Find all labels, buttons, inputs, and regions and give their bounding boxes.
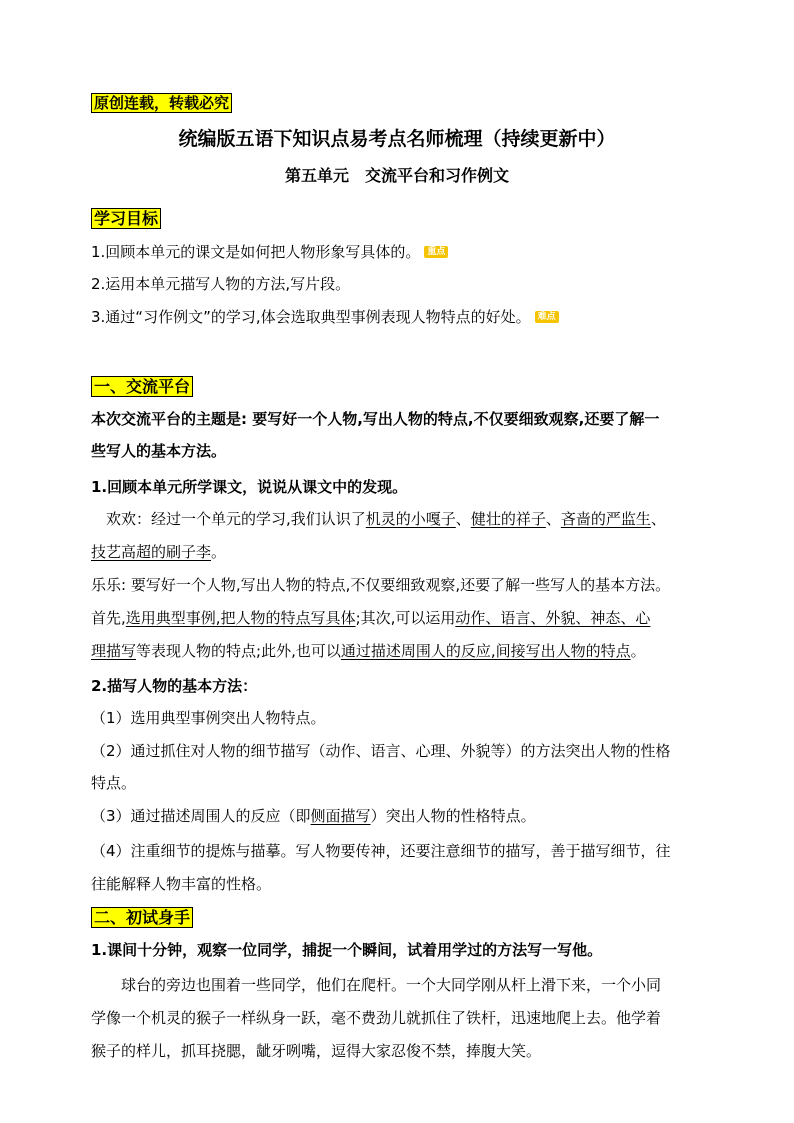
section2-heading: 二、初试身手	[91, 907, 193, 928]
page-title: 统编版五语下知识点易考点名师梳理（持续更新中）	[178, 128, 616, 150]
lele-text: 首先,	[91, 609, 126, 627]
huanhuan-line1	[91, 508, 703, 530]
underlined-phrase: 动作、语言、外貌、神态、心	[455, 609, 651, 627]
method-item: （1）选用典型事例突出人物特点。	[91, 709, 326, 727]
underlined-phrase: 机灵的小嘎子	[365, 510, 456, 528]
page-subtitle: 第五单元 交流平台和习作例文	[284, 166, 509, 185]
example-paragraph-line: 猴子的样儿，抓耳挠腮，龇牙咧嘴，逗得大家忍俊不禁，捧腹大笑。	[91, 1042, 542, 1060]
goal-item	[91, 273, 703, 295]
method-item: （2）通过抓住对人物的细节描写（动作、语言、心理、外貌等）的方法突出人物的性格	[91, 742, 671, 760]
underlined-phrase: 理描写	[91, 642, 137, 660]
underlined-phrase: 通过描述周围人的反应,间接写出人物的特点	[340, 642, 631, 660]
lele-text: 等表现人物的特点;此外,也可以	[136, 642, 341, 660]
lele-text: 。	[630, 642, 646, 660]
key-point-tag: 重点	[424, 246, 448, 258]
underlined-phrase: 侧面描写	[310, 807, 371, 825]
method-item: （4）注重细节的提炼与描摹。写人物要传神，还要注意细节的描写，善于描写细节，往	[91, 842, 671, 860]
goal-text: 1.回顾本单元的课文是如何把人物形象写具体的。	[91, 243, 421, 261]
lele-line2	[91, 607, 703, 629]
underlined-phrase: 技艺高超的刷子李	[91, 543, 212, 561]
section1-intro-line1: 本次交流平台的主题是: 要写好一个人物,写出人物的特点,不仅要细致观察,还要了解一	[91, 410, 660, 428]
header-note: 原创连载，转载必究	[91, 93, 232, 113]
difficult-point-tag: 难点	[535, 311, 559, 323]
header-note-line	[91, 92, 703, 114]
lele-line1: 乐乐: 要写好一个人物,写出人物的特点,不仅要细致观察,还要了解一些写人的基本方法。	[91, 576, 671, 594]
underlined-phrase: 吝啬的严监生	[560, 510, 651, 528]
goals-heading: 学习目标	[91, 208, 161, 229]
goal-text: 3.通过“习作例文”的学习,体会选取典型事例表现人物特点的好处。	[91, 308, 531, 326]
section1-heading-line	[91, 376, 703, 398]
separator: 、	[455, 510, 471, 528]
section2-question1: 1.课间十分钟，观察一位同学，捕捉一个瞬间，试着用学过的方法写一写他。	[91, 941, 603, 959]
goal-text: 2.运用本单元描写人物的方法,写片段。	[91, 275, 351, 293]
goal-item	[91, 241, 703, 263]
huanhuan-line2	[91, 541, 703, 563]
goals-heading-line	[91, 208, 703, 230]
method-item-cont: 特点。	[91, 774, 137, 792]
method-item-cont: 往能解释人物丰富的性格。	[91, 875, 272, 893]
method-text: （3）通过描述周围人的反应（即	[91, 807, 311, 825]
section1-heading: 一、交流平台	[91, 376, 193, 397]
separator: 、	[650, 510, 666, 528]
lele-line3	[91, 640, 703, 662]
separator: 。	[211, 543, 227, 561]
example-paragraph-line: 球台的旁边也围着一些同学，他们在爬杆。一个大同学刚从杆上滑下来，一个小同	[91, 976, 662, 994]
section1-question2: 2.描写人物的基本方法：	[91, 677, 258, 695]
separator: 、	[545, 510, 561, 528]
section1-question1: 1.回顾本单元所学课文，说说从课文中的发现。	[91, 478, 408, 496]
lele-text: ;其次,可以运用	[355, 609, 456, 627]
underlined-phrase: 健壮的祥子	[470, 510, 546, 528]
huanhuan-text: 欢欢：经过一个单元的学习,我们认识了	[106, 510, 366, 528]
example-paragraph-line: 学像一个机灵的猴子一样纵身一跃，毫不费劲儿就抓住了铁杆，迅速地爬上去。他学着	[91, 1009, 662, 1027]
underlined-phrase: 选用典型事例,把人物的特点写具体	[125, 609, 356, 627]
method-item	[91, 805, 703, 827]
goal-item	[91, 306, 703, 328]
section1-intro-line2: 些写人的基本方法。	[91, 442, 227, 460]
section2-heading-line	[91, 907, 703, 929]
method-text: ）突出人物的性格特点。	[370, 807, 536, 825]
